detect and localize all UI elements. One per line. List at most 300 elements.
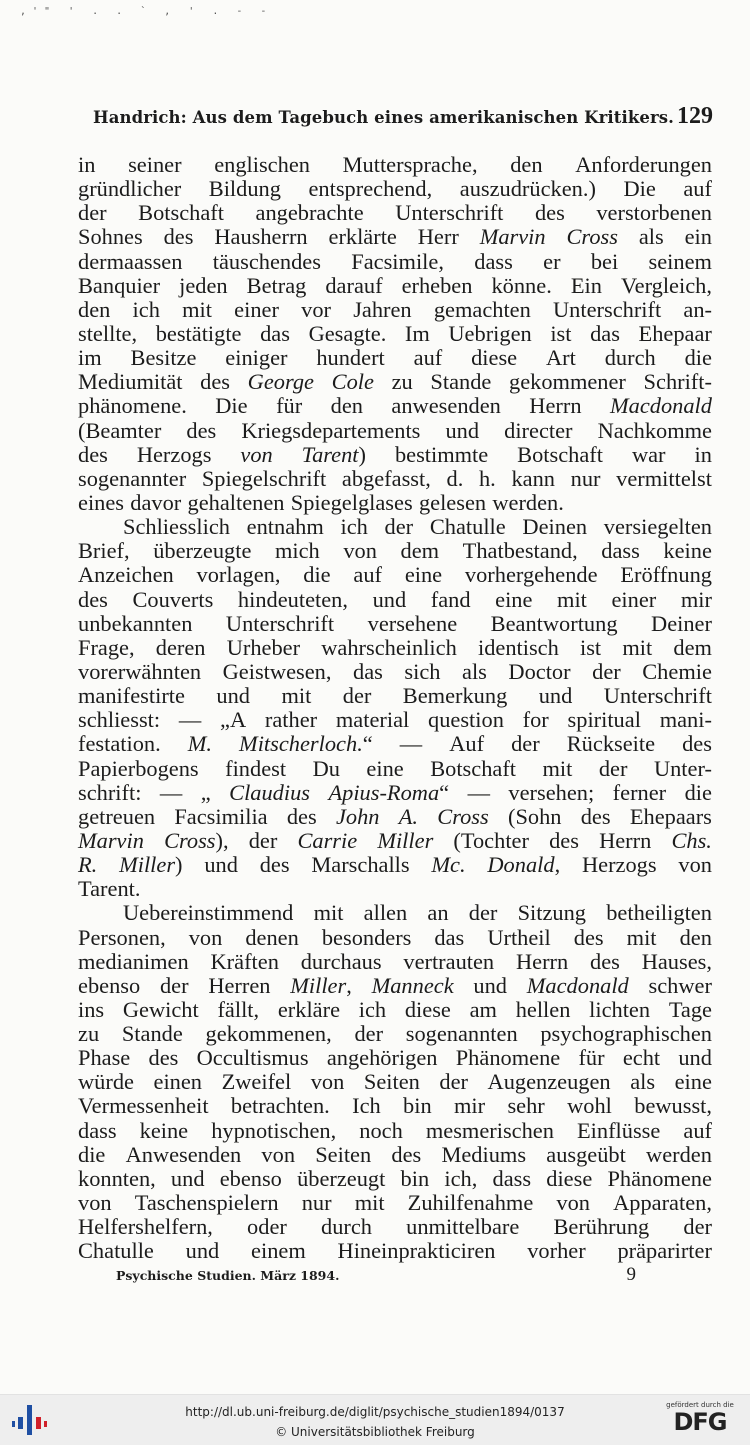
word: manifestirte [78, 683, 185, 709]
word: unmittelbare [406, 1214, 520, 1240]
word: Augenzeugen [487, 1069, 611, 1095]
word: diese [546, 1165, 593, 1191]
text-line [78, 901, 712, 925]
word: Gewicht [122, 996, 199, 1022]
italic-name: Donald [487, 852, 555, 878]
word: sogenannten [405, 1021, 518, 1047]
word: der [511, 731, 540, 757]
italic-name: Miller [377, 827, 434, 853]
word: „A [220, 707, 247, 733]
italic-name: Cole [331, 369, 374, 395]
word: vor [301, 296, 331, 322]
text-line [78, 757, 712, 781]
italic-name: Claudius [229, 779, 311, 805]
word: Betrag [246, 272, 307, 298]
word: Chatulle [429, 514, 506, 540]
text-line [78, 1022, 712, 1046]
word: Herren [208, 972, 271, 998]
word-group [302, 443, 366, 467]
word: Hauses, [641, 948, 712, 974]
word: einiger [225, 345, 288, 371]
word: Kräften [210, 948, 279, 974]
word: bestätigte [155, 320, 242, 346]
word: Jahren [353, 296, 412, 322]
text-line [78, 515, 712, 539]
word: und [538, 683, 573, 709]
word: kann [511, 465, 555, 491]
word: des [590, 948, 620, 974]
word: dermaassen [78, 248, 183, 274]
word: Art [545, 345, 576, 371]
word: Facsimilia [174, 803, 268, 829]
word: für [276, 393, 303, 419]
word: erklärte [328, 224, 397, 250]
text-line [78, 250, 712, 274]
text-line [78, 1070, 712, 1094]
word: des [78, 586, 108, 612]
word: Phänomene [455, 1045, 561, 1071]
word: Brief, [78, 538, 130, 564]
italic-name: Miller [119, 852, 176, 878]
word: Chatulle [78, 1238, 154, 1264]
word: Anzeichen [78, 562, 174, 588]
word: identisch [477, 634, 559, 660]
text-line [78, 636, 712, 660]
word: Botschaft [517, 441, 603, 467]
word: Anforderungen [575, 152, 712, 177]
word: versiegelten [603, 514, 712, 540]
word: anwesenden [391, 393, 501, 419]
copyright-notice: © Universitätsbibliothek Freiburg [275, 1425, 475, 1439]
word: des [573, 924, 604, 950]
word: Im [404, 320, 430, 346]
word: (Sohn [507, 803, 562, 829]
word: die [303, 562, 331, 588]
text-line [78, 612, 712, 636]
word: ) [175, 852, 183, 878]
word: des [78, 441, 108, 467]
text-line [78, 274, 712, 298]
dfg-caption: gefördert durch die [666, 1401, 734, 1409]
italic-name: Carrie [297, 827, 358, 853]
word: der [439, 1069, 468, 1095]
word: des [163, 224, 194, 250]
text-line [78, 467, 712, 491]
word: Herrn [529, 393, 582, 419]
word: für [578, 1045, 605, 1071]
word: echt [622, 1045, 661, 1071]
word: betrachten. [230, 1093, 330, 1119]
word: Couverts [132, 586, 214, 612]
text-line [78, 877, 712, 901]
word: Frage, [78, 634, 135, 660]
italic-name: Marvin [479, 224, 546, 250]
word: im [78, 345, 102, 371]
word: davor [130, 489, 182, 515]
word: Die [215, 393, 248, 419]
word: Phase [78, 1045, 131, 1071]
word: Zweifel [221, 1069, 292, 1095]
word: des [259, 852, 290, 878]
word: er [543, 248, 561, 274]
text-line [78, 1119, 712, 1143]
word: denen [245, 924, 299, 950]
word: gelesen [418, 489, 487, 515]
word: mesmerischen [425, 1117, 554, 1143]
word: an [427, 900, 449, 926]
word: ist [580, 634, 602, 660]
word: das [260, 320, 290, 346]
word: Besitze [130, 345, 197, 371]
word: mit [557, 586, 587, 612]
word: des [391, 1141, 422, 1167]
word: directer [504, 417, 573, 443]
word: Vergleich, [620, 272, 712, 298]
word: erheben [401, 272, 473, 298]
word: seinem [648, 248, 712, 274]
word: ins [78, 996, 105, 1022]
word: und [185, 1238, 220, 1264]
word: Bildung [208, 176, 281, 202]
word-group [328, 781, 449, 805]
word: spiritual [567, 707, 641, 733]
word: dass [601, 538, 640, 564]
word: d. [446, 465, 464, 491]
word: — [178, 707, 202, 733]
word: mani- [659, 707, 712, 733]
word: der [342, 683, 372, 709]
word: dass [474, 248, 513, 274]
text-line [78, 732, 712, 756]
word: durch [321, 1214, 372, 1240]
word: von [310, 1069, 345, 1095]
word: bestimmte [394, 441, 489, 467]
word: Ein [570, 272, 602, 298]
word: lichten [589, 996, 651, 1022]
text-line [78, 829, 712, 853]
word: vorlagen, [196, 562, 281, 588]
word: hypnotischen, [211, 1117, 337, 1143]
word: Unterschrift [225, 610, 335, 636]
word: wahrscheinlich [321, 634, 457, 660]
page-footer [116, 1264, 636, 1286]
word: englischen [214, 152, 310, 177]
italic-name: Cross [437, 803, 489, 829]
italic-name: Mitscherloch. [239, 731, 363, 757]
text-line [78, 1239, 712, 1263]
word: eine [404, 562, 443, 588]
word: material [335, 707, 410, 733]
word: auf [353, 562, 383, 588]
word: und [204, 852, 238, 878]
word: hundert [316, 345, 385, 371]
word: werden. [492, 489, 564, 515]
word: mit [622, 634, 653, 660]
word: dass [78, 1117, 117, 1143]
italic-name: Cross [164, 827, 216, 853]
journal-signature: Psychische Studien. März 1894. [116, 1268, 340, 1283]
word: auszudrücken.) [459, 176, 596, 202]
word-group [164, 829, 229, 853]
word: mit [313, 900, 344, 926]
word-group [290, 974, 352, 998]
word: Du [312, 755, 340, 781]
word: ich [358, 996, 387, 1022]
word: Uebereinstimmend [123, 900, 294, 926]
word: Banquier [78, 272, 161, 298]
word: — [467, 779, 490, 805]
word: Herzogs [136, 441, 212, 467]
text-line [78, 805, 712, 829]
text-line [78, 1143, 712, 1167]
word: fand [430, 586, 471, 612]
word: dass [492, 1165, 532, 1191]
word: zu [391, 369, 413, 395]
word: eine [366, 755, 404, 781]
text-line [78, 346, 712, 370]
word: “ [362, 731, 373, 757]
word: der [468, 900, 498, 926]
word: (Beamter [78, 417, 162, 443]
viewer-footer-bar [0, 1394, 750, 1445]
text-line [78, 491, 712, 515]
word: die [78, 1141, 106, 1167]
word: Tarent. [78, 876, 141, 902]
word: ferner [612, 779, 667, 805]
word: und [678, 1045, 712, 1071]
word: den [330, 393, 363, 419]
text-line [78, 201, 712, 225]
text-line [78, 1046, 712, 1070]
word-group [239, 732, 373, 756]
word: Rückseite [566, 731, 656, 757]
word: mich [274, 538, 320, 564]
word: mit [542, 755, 573, 781]
word: und [216, 683, 250, 709]
page-number: 129 [677, 103, 713, 129]
word: sehr [507, 1093, 545, 1119]
word: versehene [367, 610, 458, 636]
word: oder [247, 1214, 287, 1240]
text-line [78, 853, 712, 877]
word: Die [623, 176, 656, 202]
word: nur [301, 1190, 332, 1216]
word: sogenannter [78, 465, 187, 491]
word: überzeugte [153, 538, 252, 564]
word: von [261, 1141, 296, 1167]
word: Unterschrift [603, 683, 712, 709]
word: mit [354, 1190, 385, 1216]
word: Anwesenden [125, 1141, 242, 1167]
text-line [78, 781, 712, 805]
word: durch [604, 345, 656, 371]
word: seiner [128, 152, 182, 177]
word: Mediumität [78, 369, 183, 395]
word: besonders [321, 924, 412, 950]
italic-name: R. [78, 852, 98, 878]
text-line [78, 419, 712, 443]
word: “ [439, 779, 450, 805]
word: des [186, 417, 217, 443]
italic-name: John [335, 803, 380, 829]
word: angebrachte [255, 200, 364, 226]
word: psychographischen [540, 1021, 712, 1047]
word: Unterschrift [395, 200, 504, 226]
word: getreuen [78, 803, 156, 829]
word: Schrift- [643, 369, 712, 395]
word: sich [404, 658, 441, 684]
word: den [679, 924, 712, 950]
word: konnten, [78, 1165, 156, 1191]
italic-name: Manneck [371, 972, 454, 998]
word: ein [684, 224, 712, 250]
word: Zuhilfenahme [407, 1190, 534, 1216]
word: findest [225, 755, 287, 781]
word: Occultismus [196, 1045, 309, 1071]
word: Gesagte. [308, 320, 387, 346]
word: Personen, [78, 924, 166, 950]
word: schrift: [78, 779, 142, 805]
italic-name: Macdonald [526, 972, 629, 998]
word: Urtheil [487, 924, 551, 950]
word: Kriegsdepartements [241, 417, 421, 443]
word: Chemie [642, 658, 712, 684]
word: stellte, [78, 320, 138, 346]
text-line [78, 177, 712, 201]
word: jeden [179, 272, 228, 298]
word: Berührung [553, 1214, 650, 1240]
word: Stande [430, 369, 492, 395]
word: des [200, 369, 230, 395]
word: Sitzung [517, 900, 586, 926]
word: , [346, 972, 352, 998]
word: Bemerkung [402, 683, 508, 709]
word: Einflüsse [577, 1117, 661, 1143]
word: wohl [567, 1093, 612, 1119]
word: der [354, 1021, 384, 1047]
word: Herrn [515, 948, 569, 974]
text-line [78, 660, 712, 684]
word: allen [363, 900, 408, 926]
word: Marschalls [311, 852, 410, 878]
word: Unter- [653, 755, 712, 781]
text-line [78, 684, 712, 708]
text-line [78, 1191, 712, 1215]
word: rather [264, 707, 318, 733]
word: von [78, 1190, 112, 1216]
italic-name: George [247, 369, 314, 395]
italic-name: Tarent [301, 441, 359, 467]
word: mir [454, 1093, 486, 1119]
word: Geistwesen, [222, 658, 332, 684]
word: den [78, 296, 111, 322]
italic-name: Chs. [671, 827, 712, 853]
word: diese [404, 996, 451, 1022]
word: schwer [648, 972, 712, 998]
word: ich, [444, 1165, 478, 1191]
word: Ich [352, 1093, 381, 1119]
word: Schliesslich [123, 514, 230, 540]
word: eine [674, 1069, 712, 1095]
word: fällt, [217, 996, 260, 1022]
word: Herzogs [581, 852, 657, 878]
word: question [428, 707, 504, 733]
word: Seiten [315, 1141, 372, 1167]
word: vorerwähnten [78, 658, 202, 684]
word: mit [182, 296, 212, 322]
word: Urheber [226, 634, 301, 660]
word: Herr [417, 224, 459, 250]
word: , [554, 852, 561, 878]
word: hellen [515, 996, 571, 1022]
italic-name: Apius-Roma [328, 779, 440, 805]
word: „ [200, 779, 211, 805]
text-line [78, 153, 712, 177]
word: h. [478, 465, 496, 491]
word: Nachkomme [597, 417, 712, 443]
word: ebenso [78, 972, 141, 998]
word: Phänomene [607, 1165, 712, 1191]
body-text [78, 153, 712, 1263]
italic-name: von [240, 441, 273, 467]
word: festation. [78, 731, 161, 757]
word: gekommener [509, 369, 626, 395]
word-group [487, 853, 560, 877]
sheet-signature: 9 [626, 1264, 636, 1285]
word: keine [139, 1117, 189, 1143]
word: schliesst: [78, 707, 161, 733]
italic-name: Cross [566, 224, 618, 250]
word: auf [413, 345, 443, 371]
word: Vermessenheit [78, 1093, 209, 1119]
word: eine [495, 586, 533, 612]
word: medianimen [78, 948, 189, 974]
word: vorhergehende [464, 562, 598, 588]
word: Unterschrift [553, 296, 662, 322]
word: die [684, 345, 712, 371]
word: der [78, 200, 107, 226]
word: einem [251, 1238, 306, 1264]
word: der [159, 972, 189, 998]
word: mir [680, 586, 712, 612]
word: Doctor [508, 658, 571, 684]
word: als [638, 224, 664, 250]
word: Deinen [522, 514, 588, 540]
word: bin [400, 1165, 430, 1191]
word: überzeugt [297, 1165, 386, 1191]
text-line [78, 1215, 712, 1239]
word: der [248, 827, 278, 853]
word: Botschaft [138, 200, 224, 226]
word: keine [663, 538, 712, 564]
word: ich [340, 514, 368, 540]
word: abgefasst, [341, 465, 431, 491]
word: der [683, 1214, 712, 1240]
italic-name: Mc. [431, 852, 466, 878]
italic-name: A. [398, 803, 419, 829]
word: einen [153, 1069, 203, 1095]
permalink-url[interactable]: http://dl.ub.uni-freiburg.de/diglit/psychische_studien1894/0137 [185, 1405, 565, 1419]
word: phänomene. [78, 393, 187, 419]
word: durchaus [300, 948, 382, 974]
word: ich [132, 296, 160, 322]
word: entnahm [246, 514, 324, 540]
word: verstorbenen [596, 200, 712, 226]
word: betheiligten [606, 900, 712, 926]
italic-name: M. [187, 731, 212, 757]
word: ) [358, 441, 366, 467]
word: Taschenspielern [134, 1190, 279, 1216]
